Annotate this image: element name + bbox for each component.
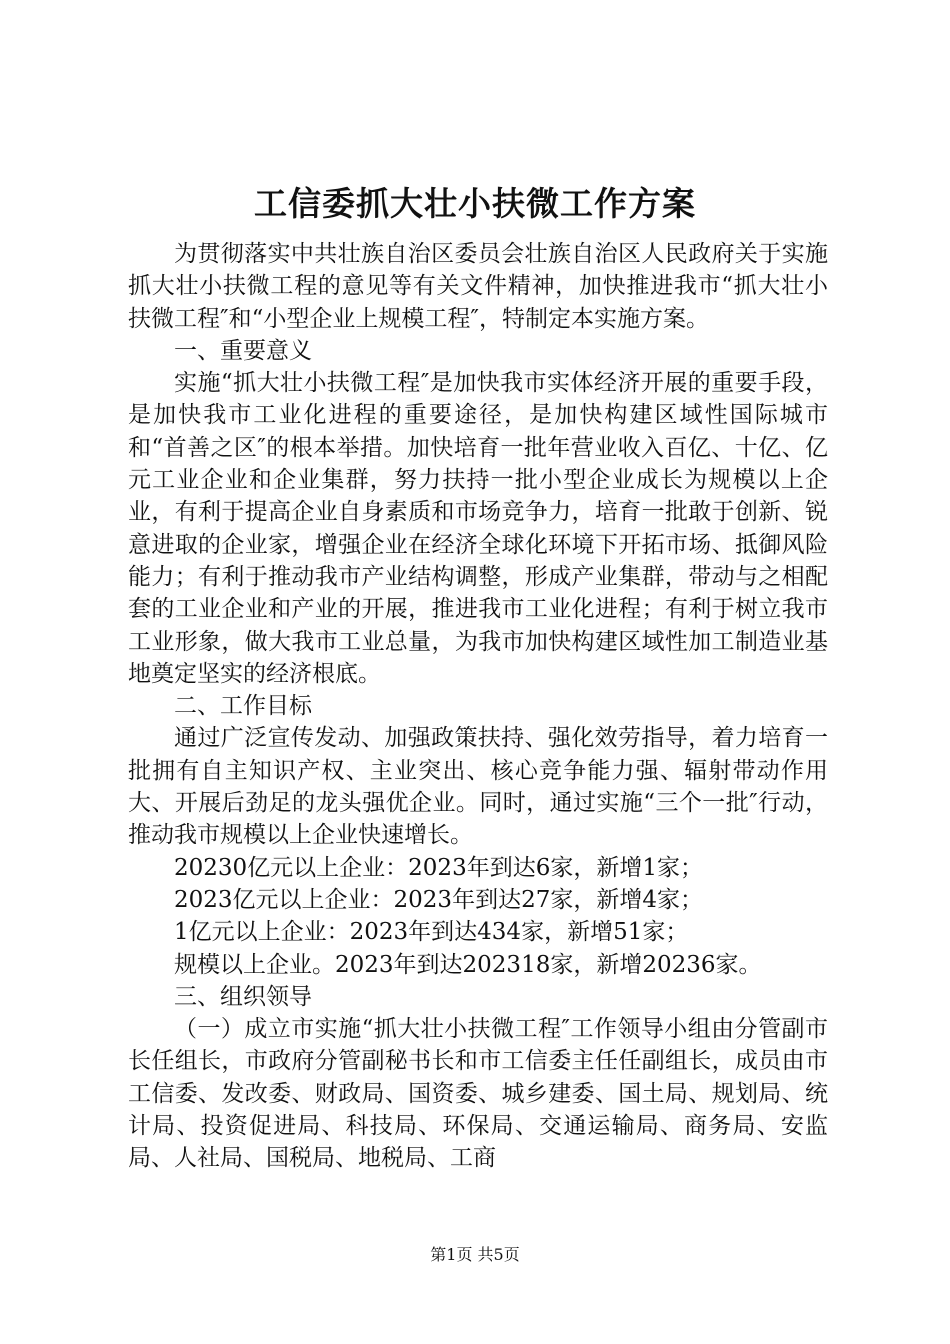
section-heading-significance: 一、重要意义: [174, 337, 312, 364]
paragraph-significance: 实施“抓大壮小扶微工程″是加快我市实体经济开展的重要手段，是加快我市工业化进程的重要途径，是加快构建区域性国际城市和“首善之区″的根本举措。加快培育一批年营业收入百亿、十亿、亿元工业企业和企业集群，努力扶持一批小型企业成长为规模以上企业，有利于提高企业自身素质和市场竞争力，培育一批敢于创新、锐意进取的企业家，增强企业在经济全球化环境下开拓市场、抵御风险能力；有利于推动我市产业结构调整，形成产业集群，带动与之相配套的工业企业和产业的开展，推进我市工业化进程；有利于树立我市工业形象，做大我市工业总量，为我市加快构建区域性加工制造业基地奠定坚实的经济根底。: [128, 370, 828, 687]
section-heading-goals: 二、工作目标: [174, 693, 312, 720]
goal-item: 2023亿元以上企业：2023年到达27家，新增4家；: [174, 886, 703, 913]
paragraph-goals: 通过广泛宣传发动、加强政策扶持、强化效劳指导，着力培育一批拥有自主知识产权、主业突出、核心竞争能力强、辐射带动作用大、开展后劲足的龙头强优企业。同时，通过实施“三个一批″行动，推动我市规模以上企业快速增长。: [128, 725, 828, 849]
goal-item: 1亿元以上企业：2023年到达434家，新增51家；: [174, 919, 689, 946]
document-body: [128, 238, 828, 1175]
page-number: 第1页 共5页: [430, 1245, 520, 1264]
paragraph-intro: 为贯彻落实中共壮族自治区委员会壮族自治区人民政府关于实施抓大壮小扶微工程的意见等有关文件精神，加快推进我市“抓大壮小扶微工程″和“小型企业上规模工程″，特制定本实施方案。: [128, 241, 828, 332]
section-heading-organization: 三、组织领导: [174, 983, 312, 1010]
paragraph-organization: （一）成立市实施“抓大壮小扶微工程″工作领导小组由分管副市长任组长，市政府分管副秘书长和市工信委主任任副组长，成员由市工信委、发改委、财政局、国资委、城乡建委、国土局、规划局、统计局、投资促进局、科技局、环保局、交通运输局、商务局、安监局、人社局、国税局、地税局、工商: [128, 1016, 828, 1172]
goal-item: 规模以上企业。2023年到达202318家，新增20236家。: [174, 951, 762, 978]
goal-item: 20230亿元以上企业：2023年到达6家，新增1家；: [174, 854, 703, 881]
document-title: 工信委抓大壮小扶微工作方案: [254, 184, 696, 223]
